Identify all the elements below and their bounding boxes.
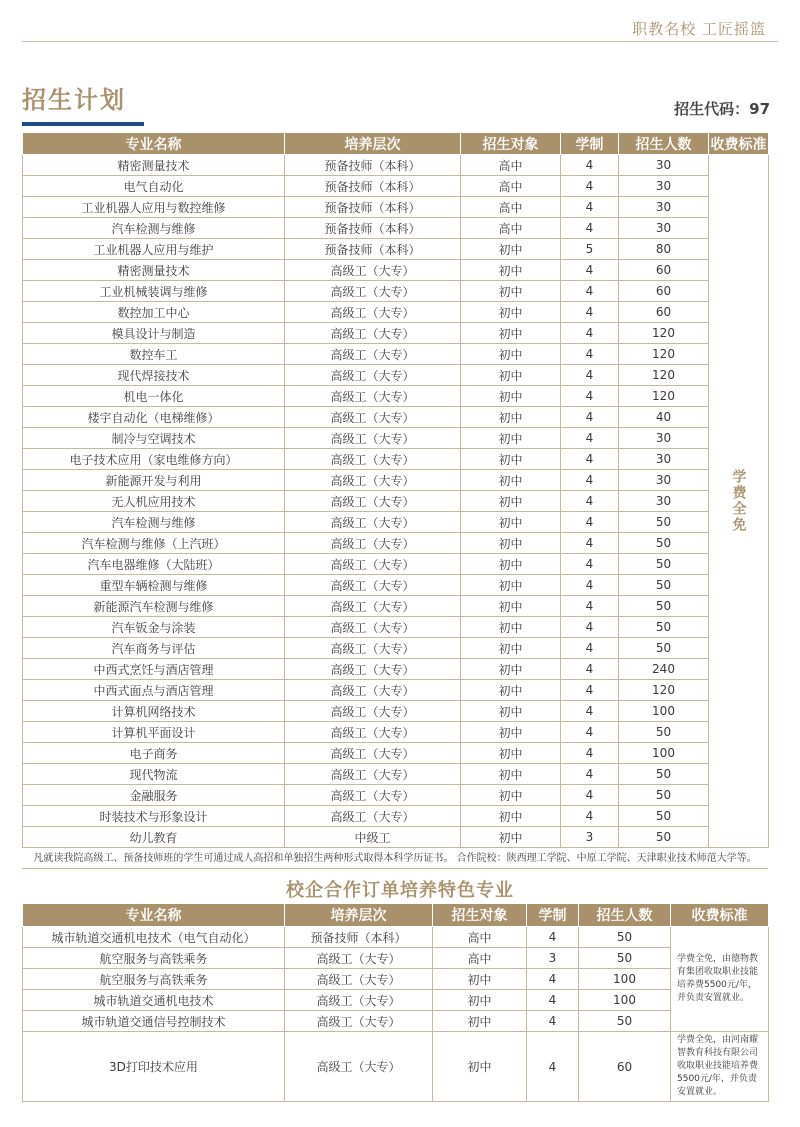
duration: 4 xyxy=(561,491,619,512)
duration: 5 xyxy=(561,239,619,260)
column-header: 学制 xyxy=(561,133,619,155)
table-row xyxy=(23,554,769,575)
table-row xyxy=(23,1011,769,1032)
table-row xyxy=(23,218,769,239)
enrollment-count: 30 xyxy=(619,176,709,197)
table-header-row xyxy=(23,904,769,927)
enrollment-code: 招生代码：97 xyxy=(674,100,770,118)
target-students: 初中 xyxy=(461,365,561,386)
column-header: 培养层次 xyxy=(285,133,461,155)
training-level: 预备技师（本科） xyxy=(285,176,461,197)
table-row xyxy=(23,512,769,533)
major-name: 制冷与空调技术 xyxy=(23,428,285,449)
table-row xyxy=(23,407,769,428)
table-row xyxy=(23,491,769,512)
column-header: 专业名称 xyxy=(23,133,285,155)
training-level: 高级工（大专） xyxy=(285,806,461,827)
table-row xyxy=(23,281,769,302)
major-name: 模具设计与制造 xyxy=(23,323,285,344)
table-row xyxy=(23,596,769,617)
training-level: 高级工（大专） xyxy=(285,554,461,575)
training-level: 高级工（大专） xyxy=(285,407,461,428)
training-level: 高级工（大专） xyxy=(285,260,461,281)
duration: 4 xyxy=(561,533,619,554)
enrollment-count: 120 xyxy=(619,323,709,344)
table-row xyxy=(23,470,769,491)
enrollment-count: 50 xyxy=(619,533,709,554)
training-level: 预备技师（本科） xyxy=(285,155,461,176)
major-name: 电子商务 xyxy=(23,743,285,764)
target-students: 初中 xyxy=(461,533,561,554)
enrollment-count: 30 xyxy=(619,197,709,218)
target-students: 初中 xyxy=(433,1032,527,1102)
duration: 4 xyxy=(561,659,619,680)
major-name: 计算机平面设计 xyxy=(23,722,285,743)
column-header: 招生对象 xyxy=(433,904,527,927)
training-level: 高级工（大专） xyxy=(285,575,461,596)
target-students: 高中 xyxy=(461,155,561,176)
enrollment-count: 60 xyxy=(619,260,709,281)
table-row xyxy=(23,533,769,554)
training-level: 高级工（大专） xyxy=(285,1011,433,1032)
major-name: 现代焊接技术 xyxy=(23,365,285,386)
enrollment-count: 100 xyxy=(619,701,709,722)
target-students: 初中 xyxy=(461,743,561,764)
table-row xyxy=(23,197,769,218)
table-row xyxy=(23,176,769,197)
enrollment-count: 50 xyxy=(619,554,709,575)
table-row xyxy=(23,701,769,722)
training-level: 高级工（大专） xyxy=(285,386,461,407)
table-row xyxy=(23,927,769,948)
target-students: 初中 xyxy=(461,596,561,617)
target-students: 初中 xyxy=(461,386,561,407)
section2-title: 校企合作订单培养特色专业 xyxy=(286,880,514,901)
duration: 4 xyxy=(561,743,619,764)
duration: 4 xyxy=(561,596,619,617)
duration: 3 xyxy=(527,948,579,969)
enrollment-count: 50 xyxy=(619,617,709,638)
training-level: 高级工（大专） xyxy=(285,1032,433,1102)
major-name: 金融服务 xyxy=(23,785,285,806)
major-name: 幼儿教育 xyxy=(23,827,285,848)
section-title: 招生计划 xyxy=(22,86,126,114)
enrollment-plan-table xyxy=(22,132,769,848)
duration: 4 xyxy=(561,365,619,386)
duration: 4 xyxy=(561,344,619,365)
fee-standard xyxy=(709,155,769,848)
duration: 4 xyxy=(561,302,619,323)
enrollment-count: 30 xyxy=(619,218,709,239)
training-level: 高级工（大专） xyxy=(285,449,461,470)
major-name: 工业机器人应用与数控维修 xyxy=(23,197,285,218)
training-level: 预备技师（本科） xyxy=(285,927,433,948)
duration: 4 xyxy=(561,260,619,281)
enrollment-count: 120 xyxy=(619,344,709,365)
target-students: 初中 xyxy=(461,449,561,470)
training-level: 预备技师（本科） xyxy=(285,218,461,239)
enrollment-count: 50 xyxy=(619,722,709,743)
table-row xyxy=(23,948,769,969)
enrollment-count: 120 xyxy=(619,365,709,386)
enrollment-count: 40 xyxy=(619,407,709,428)
duration: 4 xyxy=(527,1011,579,1032)
target-students: 初中 xyxy=(461,638,561,659)
duration: 4 xyxy=(561,323,619,344)
duration: 4 xyxy=(527,990,579,1011)
duration: 4 xyxy=(527,1032,579,1102)
training-level: 高级工（大专） xyxy=(285,281,461,302)
major-name: 城市轨道交通机电技术（电气自动化） xyxy=(23,927,285,948)
header-divider xyxy=(22,41,778,42)
footnote: 凡就读我院高级工、预备技师班的学生可通过成人高招和单独招生两种形式取得本科学历证书。 合作院校：陕西理工学院、中原工学院、天津职业技术师范大学等。 xyxy=(22,849,768,869)
major-name: 中西式烹饪与酒店管理 xyxy=(23,659,285,680)
table-row xyxy=(23,428,769,449)
target-students: 高中 xyxy=(461,197,561,218)
table-row xyxy=(23,764,769,785)
column-header: 招生人数 xyxy=(579,904,671,927)
target-students: 初中 xyxy=(461,554,561,575)
column-header: 培养层次 xyxy=(285,904,433,927)
training-level: 高级工（大专） xyxy=(285,764,461,785)
major-name: 工业机械装调与维修 xyxy=(23,281,285,302)
column-header: 专业名称 xyxy=(23,904,285,927)
duration: 4 xyxy=(561,701,619,722)
enrollment-count: 50 xyxy=(579,948,671,969)
enrollment-count: 50 xyxy=(619,785,709,806)
training-level: 高级工（大专） xyxy=(285,365,461,386)
header-slogan: 职教名校 工匠摇篮 xyxy=(632,20,766,38)
table-row xyxy=(23,743,769,764)
major-name: 电气自动化 xyxy=(23,176,285,197)
target-students: 初中 xyxy=(461,575,561,596)
target-students: 初中 xyxy=(461,680,561,701)
training-level: 高级工（大专） xyxy=(285,948,433,969)
enrollment-count: 100 xyxy=(579,990,671,1011)
duration: 4 xyxy=(561,449,619,470)
column-header: 收费标准 xyxy=(709,133,769,155)
training-level: 高级工（大专） xyxy=(285,722,461,743)
target-students: 初中 xyxy=(461,722,561,743)
training-level: 高级工（大专） xyxy=(285,596,461,617)
enrollment-count: 240 xyxy=(619,659,709,680)
duration: 3 xyxy=(561,827,619,848)
duration: 4 xyxy=(561,638,619,659)
enrollment-count: 50 xyxy=(619,764,709,785)
target-students: 初中 xyxy=(433,990,527,1011)
enrollment-count: 50 xyxy=(619,827,709,848)
enrollment-count: 50 xyxy=(619,512,709,533)
target-students: 初中 xyxy=(433,1011,527,1032)
duration: 4 xyxy=(561,281,619,302)
major-name: 电子技术应用（家电维修方向） xyxy=(23,449,285,470)
training-level: 预备技师（本科） xyxy=(285,197,461,218)
major-name: 汽车检测与维修 xyxy=(23,512,285,533)
target-students: 初中 xyxy=(461,281,561,302)
enrollment-count: 50 xyxy=(579,1011,671,1032)
table-row xyxy=(23,1032,769,1102)
table-row xyxy=(23,239,769,260)
enrollment-count: 120 xyxy=(619,680,709,701)
enrollment-count: 30 xyxy=(619,470,709,491)
training-level: 高级工（大专） xyxy=(285,990,433,1011)
enrollment-count: 30 xyxy=(619,428,709,449)
enrollment-count: 60 xyxy=(619,281,709,302)
table-row xyxy=(23,680,769,701)
duration: 4 xyxy=(527,927,579,948)
table-row xyxy=(23,386,769,407)
target-students: 初中 xyxy=(461,785,561,806)
target-students: 初中 xyxy=(461,764,561,785)
enrollment-count: 50 xyxy=(619,596,709,617)
training-level: 高级工（大专） xyxy=(285,323,461,344)
major-name: 航空服务与高铁乘务 xyxy=(23,948,285,969)
target-students: 初中 xyxy=(461,659,561,680)
training-level: 高级工（大专） xyxy=(285,969,433,990)
column-header: 学制 xyxy=(527,904,579,927)
major-name: 时装技术与形象设计 xyxy=(23,806,285,827)
enrollment-count: 120 xyxy=(619,386,709,407)
target-students: 初中 xyxy=(461,344,561,365)
training-level: 高级工（大专） xyxy=(285,680,461,701)
table-row xyxy=(23,806,769,827)
training-level: 中级工 xyxy=(285,827,461,848)
target-students: 高中 xyxy=(461,218,561,239)
major-name: 数控车工 xyxy=(23,344,285,365)
enrollment-count: 60 xyxy=(579,1032,671,1102)
target-students: 初中 xyxy=(461,806,561,827)
training-level: 高级工（大专） xyxy=(285,701,461,722)
major-name: 航空服务与高铁乘务 xyxy=(23,969,285,990)
enrollment-count: 50 xyxy=(619,638,709,659)
target-students: 初中 xyxy=(461,239,561,260)
major-name: 中西式面点与酒店管理 xyxy=(23,680,285,701)
duration: 4 xyxy=(561,428,619,449)
table-header-row xyxy=(23,133,769,155)
enrollment-count: 30 xyxy=(619,449,709,470)
training-level: 高级工（大专） xyxy=(285,302,461,323)
target-students: 初中 xyxy=(461,407,561,428)
duration: 4 xyxy=(561,407,619,428)
duration: 4 xyxy=(561,785,619,806)
enrollment-count: 100 xyxy=(619,743,709,764)
duration: 4 xyxy=(561,512,619,533)
training-level: 高级工（大专） xyxy=(285,617,461,638)
training-level: 高级工（大专） xyxy=(285,638,461,659)
major-name: 计算机网络技术 xyxy=(23,701,285,722)
table-row xyxy=(23,449,769,470)
training-level: 高级工（大专） xyxy=(285,512,461,533)
table-row xyxy=(23,827,769,848)
target-students: 高中 xyxy=(433,948,527,969)
duration: 4 xyxy=(561,155,619,176)
target-students: 初中 xyxy=(461,470,561,491)
major-name: 精密测量技术 xyxy=(23,260,285,281)
table-row xyxy=(23,575,769,596)
duration: 4 xyxy=(561,554,619,575)
training-level: 高级工（大专） xyxy=(285,428,461,449)
table-row xyxy=(23,302,769,323)
table-row xyxy=(23,659,769,680)
table-row xyxy=(23,323,769,344)
enrollment-count: 100 xyxy=(579,969,671,990)
training-level: 高级工（大专） xyxy=(285,533,461,554)
table-row xyxy=(23,969,769,990)
major-name: 现代物流 xyxy=(23,764,285,785)
duration: 4 xyxy=(561,197,619,218)
major-name: 精密测量技术 xyxy=(23,155,285,176)
table-row xyxy=(23,365,769,386)
enrollment-count: 50 xyxy=(619,806,709,827)
major-name: 汽车检测与维修 xyxy=(23,218,285,239)
training-level: 高级工（大专） xyxy=(285,344,461,365)
target-students: 初中 xyxy=(461,827,561,848)
major-name: 汽车检测与维修（上汽班） xyxy=(23,533,285,554)
duration: 4 xyxy=(561,722,619,743)
target-students: 初中 xyxy=(461,302,561,323)
coop-program-table xyxy=(22,903,769,1102)
major-name: 无人机应用技术 xyxy=(23,491,285,512)
target-students: 初中 xyxy=(461,260,561,281)
target-students: 高中 xyxy=(433,927,527,948)
column-header: 招生对象 xyxy=(461,133,561,155)
major-name: 汽车商务与评估 xyxy=(23,638,285,659)
major-name: 工业机器人应用与维护 xyxy=(23,239,285,260)
duration: 4 xyxy=(561,575,619,596)
target-students: 初中 xyxy=(461,701,561,722)
table-row xyxy=(23,785,769,806)
major-name: 汽车钣金与涂装 xyxy=(23,617,285,638)
duration: 4 xyxy=(561,617,619,638)
title-accent-bar xyxy=(22,122,144,126)
target-students: 高中 xyxy=(461,176,561,197)
enrollment-count: 80 xyxy=(619,239,709,260)
major-name: 重型车辆检测与维修 xyxy=(23,575,285,596)
training-level: 高级工（大专） xyxy=(285,470,461,491)
major-name: 城市轨道交通机电技术 xyxy=(23,990,285,1011)
duration: 4 xyxy=(561,176,619,197)
fee-note: 学费全免，由德物教育集团收取职业技能培养费5500元/年，并负责安置就业。 xyxy=(671,927,769,1032)
fee-standard-text: 学费全免 xyxy=(730,469,747,533)
column-header: 招生人数 xyxy=(619,133,709,155)
major-name: 楼宇自动化（电梯维修） xyxy=(23,407,285,428)
training-level: 高级工（大专） xyxy=(285,491,461,512)
target-students: 初中 xyxy=(461,428,561,449)
enrollment-count: 60 xyxy=(619,302,709,323)
table-row xyxy=(23,260,769,281)
enrollment-count: 30 xyxy=(619,491,709,512)
major-name: 新能源汽车检测与维修 xyxy=(23,596,285,617)
training-level: 高级工（大专） xyxy=(285,785,461,806)
duration: 4 xyxy=(561,470,619,491)
major-name: 新能源开发与利用 xyxy=(23,470,285,491)
target-students: 初中 xyxy=(461,512,561,533)
enrollment-count: 50 xyxy=(619,575,709,596)
major-name: 3D打印技术应用 xyxy=(23,1032,285,1102)
target-students: 初中 xyxy=(461,617,561,638)
column-header: 收费标准 xyxy=(671,904,769,927)
table-row xyxy=(23,155,769,176)
target-students: 初中 xyxy=(433,969,527,990)
duration: 4 xyxy=(561,764,619,785)
table-row xyxy=(23,617,769,638)
duration: 4 xyxy=(527,969,579,990)
target-students: 初中 xyxy=(461,491,561,512)
major-name: 城市轨道交通信号控制技术 xyxy=(23,1011,285,1032)
duration: 4 xyxy=(561,386,619,407)
training-level: 预备技师（本科） xyxy=(285,239,461,260)
table-row xyxy=(23,344,769,365)
fee-note: 学费全免，由河南耀智教育科技有限公司收取职业技能培养费5500元/年，并负责安置就业。 xyxy=(671,1032,769,1102)
table-row xyxy=(23,638,769,659)
enrollment-count: 50 xyxy=(579,927,671,948)
duration: 4 xyxy=(561,218,619,239)
major-name: 数控加工中心 xyxy=(23,302,285,323)
training-level: 高级工（大专） xyxy=(285,743,461,764)
table-row xyxy=(23,722,769,743)
duration: 4 xyxy=(561,680,619,701)
training-level: 高级工（大专） xyxy=(285,659,461,680)
enrollment-count: 30 xyxy=(619,155,709,176)
table-row xyxy=(23,990,769,1011)
target-students: 初中 xyxy=(461,323,561,344)
major-name: 汽车电器维修（大陆班） xyxy=(23,554,285,575)
major-name: 机电一体化 xyxy=(23,386,285,407)
duration: 4 xyxy=(561,806,619,827)
